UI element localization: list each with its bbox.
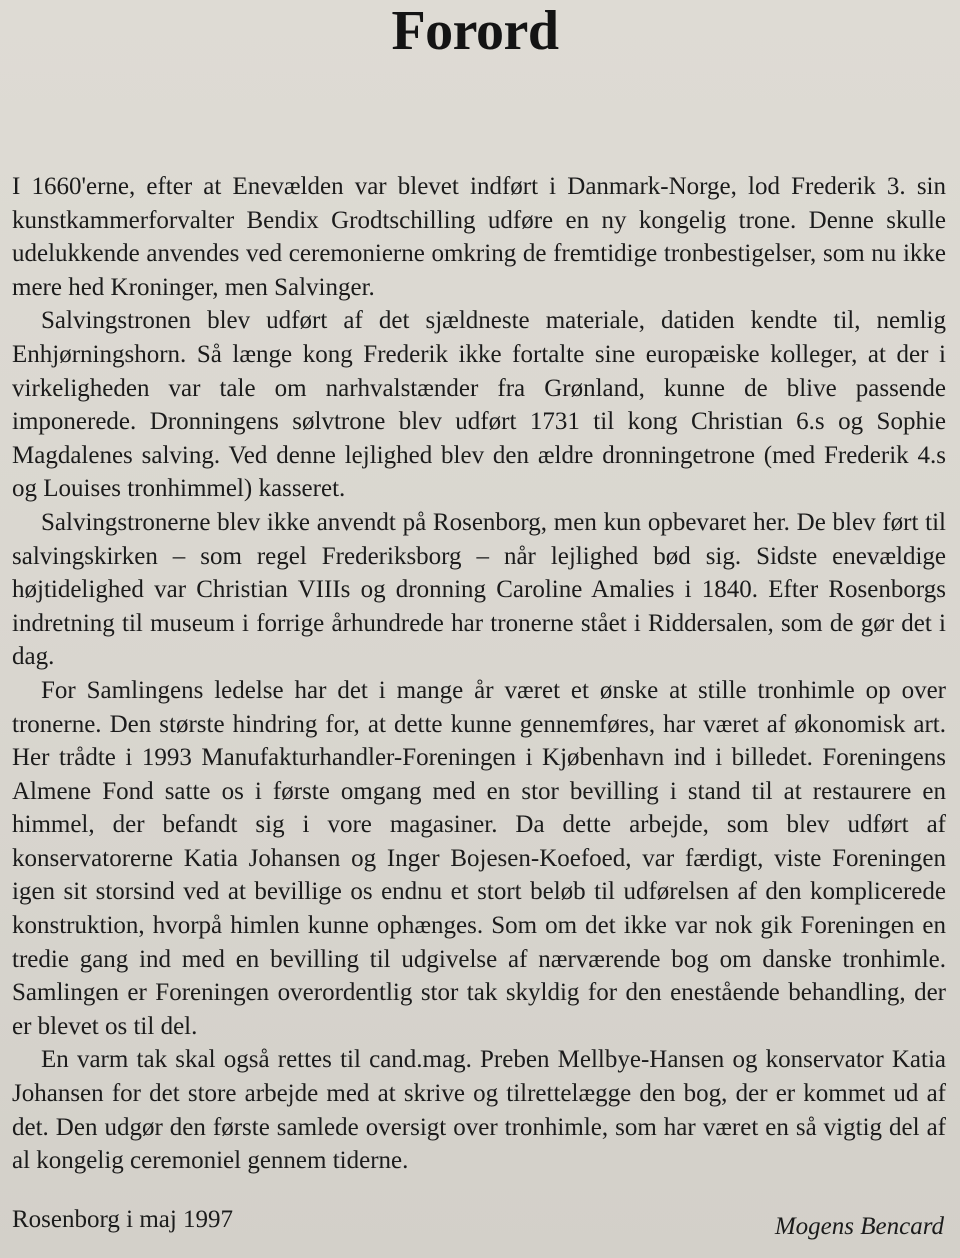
paragraph-2: Salvingstronen blev udført af det sjældneste materiale, datiden kendte til, nemlig Enhjørningshorn. Så længe kong Frederik ikke fortalte sine europæiske kolleger, at der i virkeligheden var tale om narhvalstænder fra Grønland, kunne de blive passende imponerede. Dronningens sølvtrone blev udført 1731 til kong Christian 6.s og Sophie Magdalenes salving. Ved denne lejlighed blev den ældre dronningetrone (med Frederik 4.s og Louises tronhimmel) kasseret. bbox=[12, 307, 946, 503]
signature: Mogens Bencard bbox=[774, 1213, 944, 1240]
paragraph-5: En varm tak skal også rettes til cand.mag. Preben Mellbye-Hansen og konservator Katia Johansen for det store arbejde med at skrive og tilrettelægge den bog, der er kommet ud af det. Den udgør den første samlede oversigt over tronhimle, som har været en så vigtig del af al kongelig ceremoniel gennem tiderne. bbox=[12, 1046, 946, 1175]
place-date: Rosenborg i maj 1997 bbox=[12, 1206, 234, 1233]
paragraph-4: For Samlingens ledelse har det i mange år været et ønske at stille tronhimle op over tronerne. Den største hindring for, at dette kunne gennemføres, har været af økonomisk art. Her trådte i 1993 Manufakturhandler-Foreningen i Kjøbenhavn ind i billedet. Foreningens Almene Fond satte os i første omgang med en stor bevilling i stand til at restaurere en himmel, der befandt sig i vore magasiner. Da dette arbejde, som blev udført af konservatorerne Katia Johansen og Inger Bojesen-Koefoed, var færdigt, viste Foreningen igen sit storsind ved at bevillige os endnu et stort beløb til udførelsen af den komplicerede konstruktion, hvorpå himlen kunne ophænges. Som om det ikke var nok gik Foreningen en tredie gang ind med en bevilling til udgivelse af nærværende bog om danske tronhimle. Samlingen er Foreningen overordentlig stor tak skyldig for den enestående behandling, der er blevet os til del. bbox=[12, 676, 946, 1040]
paragraph-1: I 1660'erne, efter at Enevælden var blevet indført i Danmark-Norge, lod Frederik 3. sin kunstkammerforvalter Bendix Grodtschilling udføre en ny kongelig trone. Denne skulle udelukkende anvendes ved ceremonierne omkring de fremtidige tronbestigelser, som nu ikke mere hed Kroninger, men Salvinger. bbox=[12, 173, 946, 301]
paragraph-3: Salvingstronerne blev ikke anvendt på Rosenborg, men kun opbevaret her. De blev ført til salvingskirken – som regel Frederiksborg – når lejlighed bød sig. Sidste enevældige højtidelighed var Christian VIIIs og dronning Caroline Amalies i 1840. Efter Rosenborgs indretning til museum i forrige århundrede har tronerne stået i Riddersalen, som de gør det i dag. bbox=[12, 508, 946, 671]
body-text bbox=[12, 170, 946, 1178]
page-title: Forord bbox=[391, 0, 559, 62]
